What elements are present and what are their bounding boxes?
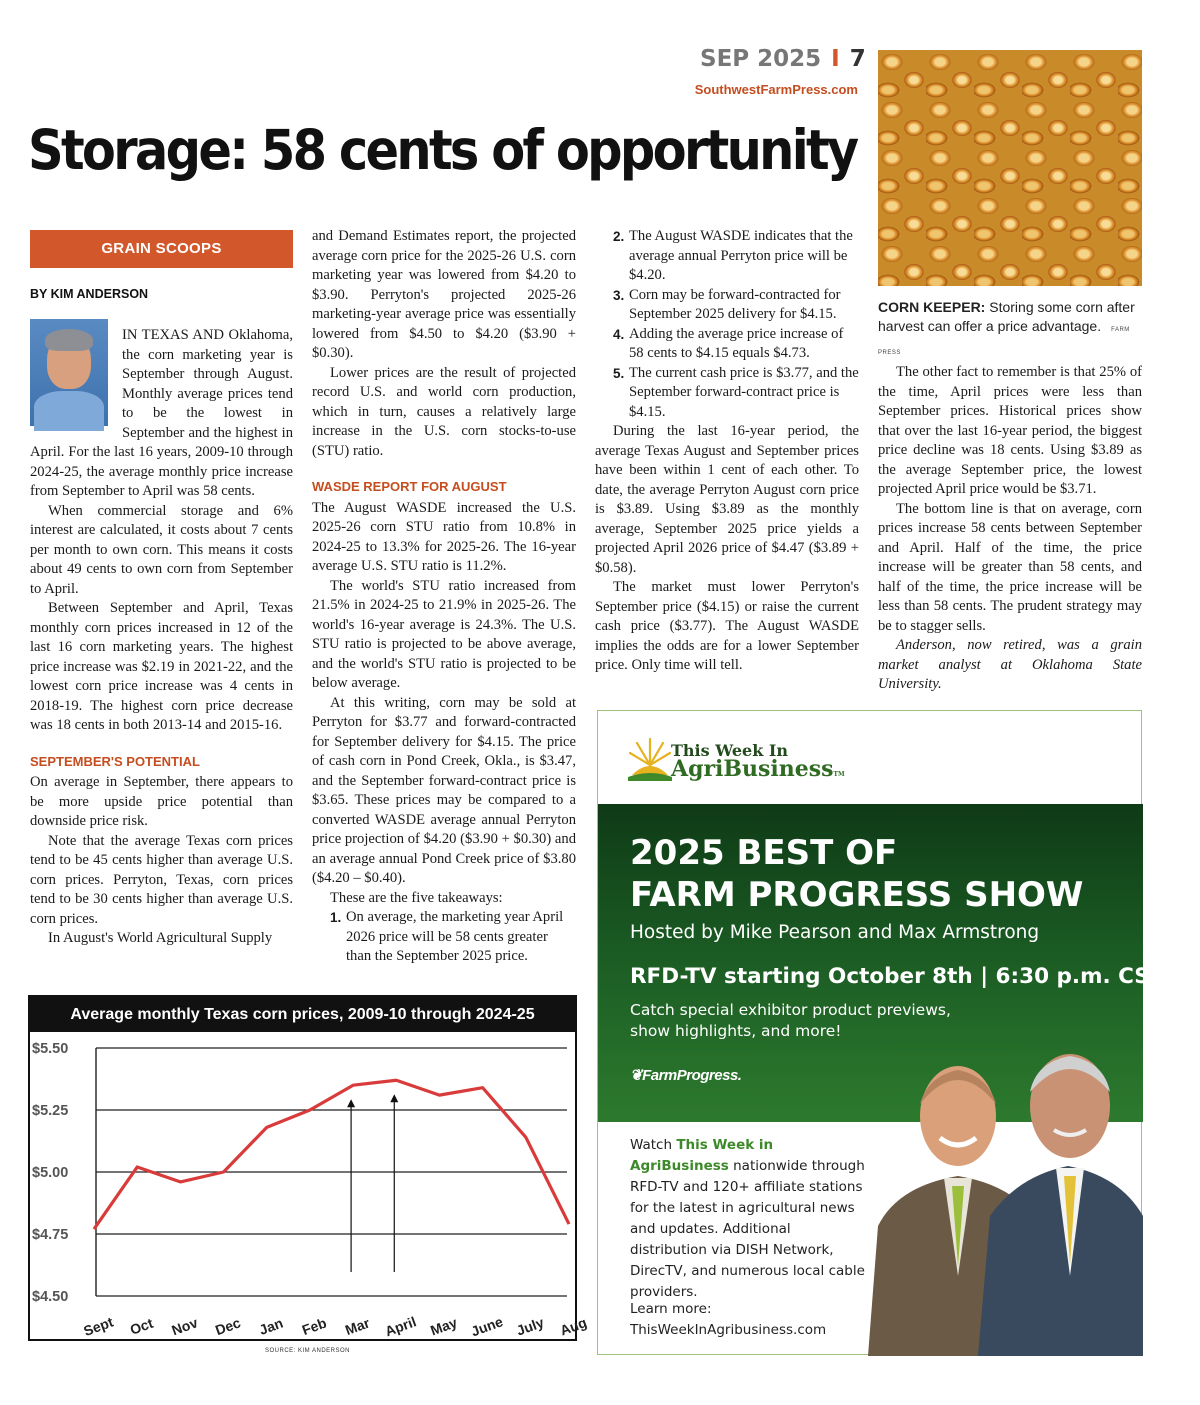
x-tick-label: June [468, 1313, 506, 1340]
lead-paragraph: IN TEXAS AND Oklahoma, the corn marketing year is September through August. Monthly average prices tend to be the lowest in September and the highest in April. For the last 16 years, 2009-10 through 2024-25, the average monthly price increase from September to April was 58 cents. [30, 327, 293, 499]
x-tick-label: July [514, 1313, 547, 1339]
paragraph: When commercial storage and 6% interest are calculated, it costs about 7 cents per month to own corn. This means it costs about 49 cents to own corn from September to April. [30, 502, 293, 597]
y-tick-label: $4.75 [32, 1227, 69, 1243]
subhead-septembers-potential: SEPTEMBER'S POTENTIAL [30, 753, 200, 769]
ad-watch-text: Watch This Week in AgriBusiness nationwide through RFD-TV and 120+ affiliate stations for the latest in agricultural news and updates. Additional distribution via DISH Network, DirecTV, and numerous local cable providers. [630, 1137, 865, 1300]
issue-month: SEP 2025 [700, 46, 822, 72]
hosts-photo [858, 1026, 1143, 1356]
x-tick-label: April [382, 1313, 419, 1340]
x-tick-label: Aug [557, 1314, 589, 1339]
list-item: 1. On average, the marketing year April 2026 price will be 58 cents greater than the September 2025 price. [330, 909, 564, 964]
x-tick-label: Sept [81, 1313, 116, 1340]
paragraph: During the last 16-year period, the average Texas August and September prices have been within 1 cent of each other. To date, the average Perryton August corn price is $3.89. Using $3.89 as the monthly average, September 2025 price yields a projected April 2026 price of $4.47 ($3.89 + $0.58). [595, 423, 859, 576]
ad-hosts: Hosted by Mike Pearson and Max Armstrong [630, 922, 1040, 943]
corn-kernels-photo [878, 50, 1142, 286]
list-item: 2. The August WASDE indicates that the average annual Perryton price will be $4.20. [613, 228, 853, 283]
paragraph: Note that the average Texas corn prices tend to be 45 cents higher than average U.S. corn prices. Perryton, Texas, corn prices tend to be 30 cents higher than average U.S. corn prices. [30, 832, 293, 927]
farm-progress-logo: ❦FarmProgress. [630, 1067, 742, 1084]
y-tick-label: $4.50 [32, 1289, 69, 1305]
article-column-3 [595, 227, 859, 676]
y-tick-label: $5.50 [32, 1041, 69, 1057]
author-bio: Anderson, now retired, was a grain market analyst at Oklahoma State University. [878, 637, 1142, 692]
paragraph: and Demand Estimates report, the projected average corn price for the 2025-26 U.S. corn marketing year was lowered from $4.20 to $3.90. Perryton's projected 2025-26 marketing-year average price was essentially lowered from $4.50 to $4.20 ($3.90 + $0.30). [312, 228, 576, 361]
y-tick-label: $5.25 [32, 1103, 69, 1119]
caption-lead: CORN KEEPER: [878, 299, 986, 315]
x-tick-label: Oct [127, 1314, 156, 1338]
paragraph: The other fact to remember is that 25% of the time, April prices were less than September prices. Historical prices show that over the last 16-year period, the biggest price decline was 18 cents. Using $3.89 as the average September price, the lowest projected April price would be $3.71. [878, 364, 1142, 497]
paragraph: These are the five takeaways: [330, 889, 503, 906]
separator: I [831, 46, 840, 72]
chart-title: Average monthly Texas corn prices, 2009-10 through 2024-25 [30, 997, 575, 1032]
paragraph: Between September and April, Texas monthly corn prices increased in 12 of the last 16 corn marketing years. The highest price increase was $2.19 in 2021-22, and the lowest corn price increase was 4 cents in 2018-19. The highest corn price decrease was 18 cents in both 2013-14 and 2015-16. [30, 600, 293, 733]
paragraph: The market must lower Perryton's September price ($4.15) or raise the current cash price ($3.77). The August WASDE implies the odds are for a lower September price. Only time will tell. [595, 579, 859, 673]
advertisement[interactable] [597, 710, 1165, 1355]
x-tick-label: Mar [342, 1314, 372, 1339]
paragraph: In August's World Agricultural Supply [48, 930, 273, 946]
byline: BY KIM ANDERSON [30, 287, 149, 301]
takeaways-list [312, 908, 576, 967]
paragraph: The bottom line is that on average, corn prices increase 58 cents between September and April. Half of the time, the price increase will be greater than 58 cents, and half of the time, the price increase will be less than 58 cents. The prudent strategy may be to stagger sells. [878, 500, 1142, 634]
caption-text: Storing some corn after harvest can offer a price advantage. [878, 299, 1135, 334]
paragraph: At this writing, corn may be sold at Perryton for $3.77 and forward-contracted for September delivery for $4.15. The price of cash corn in Pond Creek, Okla., is $3.47, and the September forward-contract price is $3.65. These prices may be compared to a converted WASDE average annual Perryton price projection of $4.20 ($3.90 + $0.30) and an average annual Pond Creek price of $3.80 ($4.20 – $0.40). [312, 694, 576, 886]
chart-plot [30, 997, 589, 1340]
x-tick-label: May [428, 1314, 460, 1339]
section-tag: GRAIN SCOOPS [30, 230, 293, 268]
ad-logo-line1: This Week In [671, 741, 788, 760]
price-chart [28, 995, 589, 1341]
arrow-head-icon [347, 1099, 355, 1107]
chart-source: SOURCE: KIM ANDERSON [265, 1348, 351, 1354]
page-number: 7 [849, 46, 866, 72]
list-item: 3. Corn may be forward-contracted for September 2025 delivery for $4.15. [613, 286, 841, 322]
ad-logo [628, 735, 888, 785]
ad-url[interactable]: ThisWeekInAgribusiness.com [630, 1322, 827, 1338]
paragraph: On average in September, there appears to be more upside price potential than downside price risk. [30, 774, 293, 829]
photo-caption [878, 298, 1144, 363]
site-url[interactable]: SouthwestFarmPress.com [694, 82, 858, 97]
paragraph: The August WASDE increased the U.S. 2025-26 corn STU ratio from 10.8% in 2024-25 to 13.3% for 2025-26. The 16-year average U.S. STU ratio is 11.2%. [312, 499, 576, 574]
leaf-icon: ❦ [630, 1067, 643, 1084]
ad-logo-line2: AgriBusinessTM [671, 756, 845, 782]
headline: Storage: 58 cents of opportunity [28, 118, 857, 182]
article-column-2 [312, 227, 576, 967]
arrow-head-icon [390, 1094, 398, 1102]
paragraph: The world's STU ratio increased from 21.5% in 2024-25 to 21.9% in 2025-26. The world's 16-year average is 24.3%. The U.S. STU ratio is projected to be above average, and the world's STU ratio is projected to be below average. [312, 577, 576, 691]
x-tick-label: Dec [213, 1314, 243, 1339]
x-tick-label: Jan [256, 1314, 286, 1338]
ad-schedule: RFD-TV starting October 8th | 6:30 p.m. CST [630, 964, 1165, 989]
takeaways-list [595, 227, 859, 422]
photo-credit: FARM PRESS [878, 327, 1130, 356]
subhead-wasde-report: WASDE REPORT FOR AUGUST [312, 479, 507, 494]
paragraph: Lower prices are the result of projected record U.S. and world corn production, which in turn, causes a relatively large increase in the U.S. corn stocks-to-use (STU) ratio. [312, 364, 576, 459]
article-column-1 [30, 326, 293, 949]
issue-date-page [700, 46, 866, 72]
price-line [94, 1080, 569, 1229]
article-column-4 [878, 363, 1142, 695]
x-tick-label: Nov [169, 1314, 200, 1339]
sun-logo-icon [628, 735, 672, 781]
ad-tagline: Catch special exhibitor product previews, show highlights, and more! [630, 1001, 951, 1040]
list-item: 5. The current cash price is $3.77, and the September forward-contract price is $4.15. [613, 364, 859, 420]
list-item: 4. Adding the average price increase of 58 cents to $4.15 equals $4.73. [613, 325, 844, 361]
ad-headline: 2025 BEST OF FARM PROGRESS SHOW [630, 833, 1084, 915]
ad-learn-more[interactable]: Learn more: ThisWeekInAgribusiness.com [630, 1301, 827, 1338]
x-tick-label: Feb [299, 1314, 329, 1339]
y-tick-label: $5.00 [32, 1165, 69, 1181]
